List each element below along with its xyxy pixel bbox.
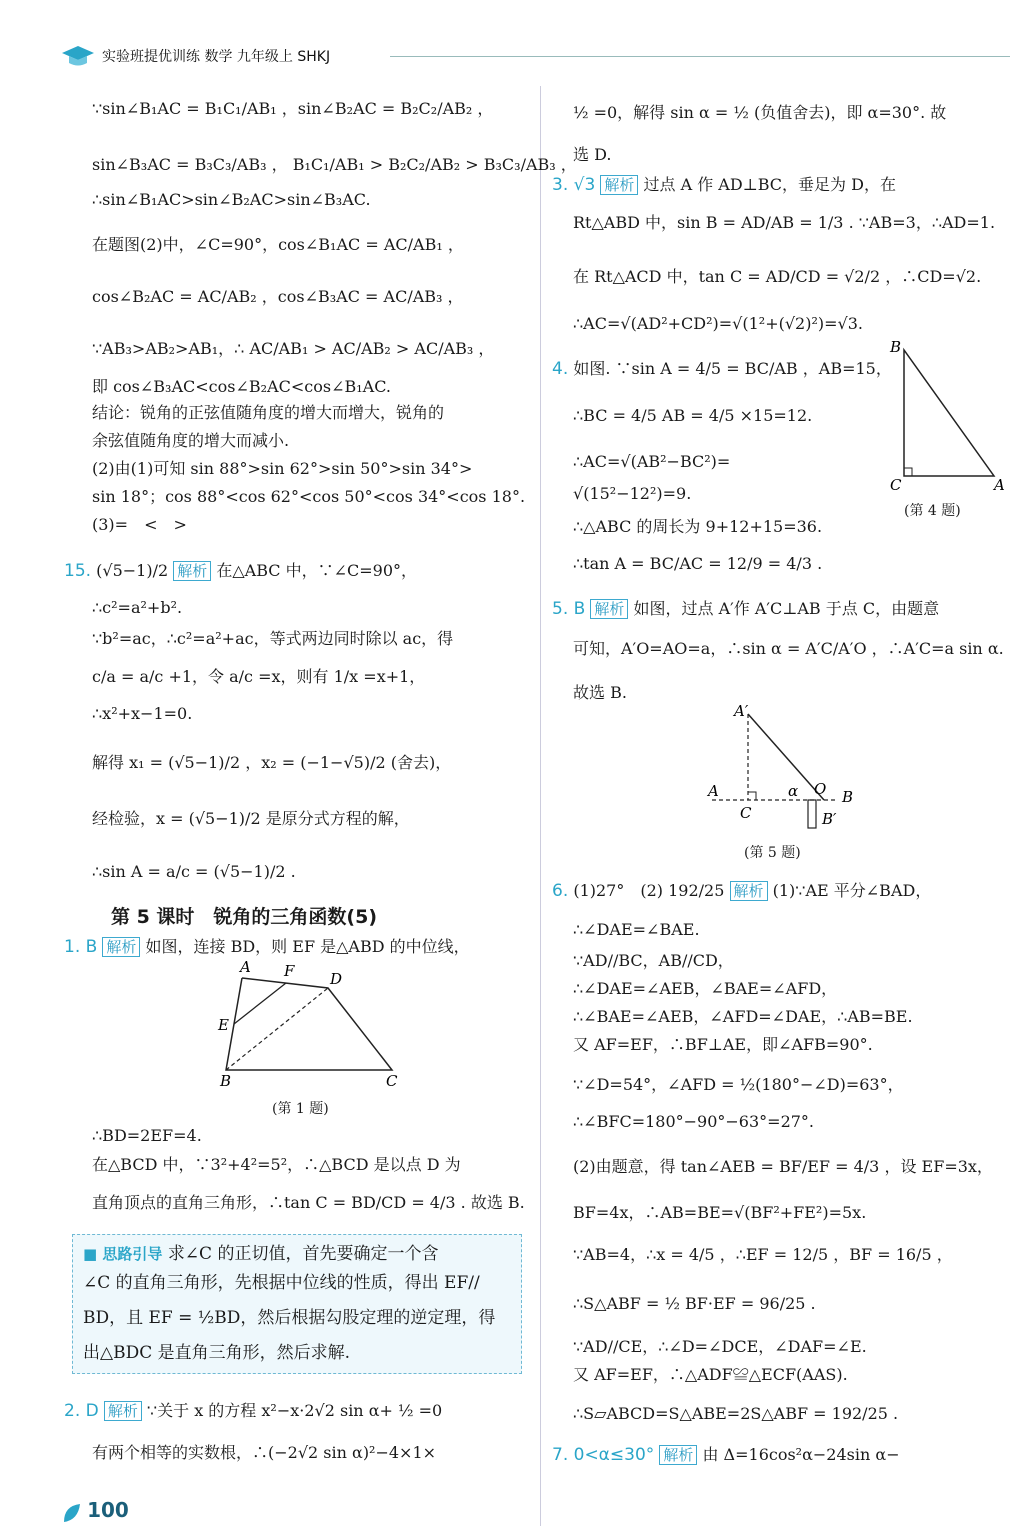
text-line: c/a = a/c +1，令 a/c =x，则有 1/x =x+1，: [92, 667, 426, 686]
text-line: ∵AD//CE，∴∠D=∠DCE，∠DAF=∠E.: [573, 1337, 867, 1356]
text-line: 由 Δ=16cos²α−24sin α−: [702, 1445, 900, 1464]
text-line: 即 cos∠B₃AC<cos∠B₂AC<cos∠B₁AC.: [92, 377, 391, 396]
text-line: 选 D.: [573, 145, 612, 164]
hint-box: [72, 1234, 522, 1374]
text-line: ∵sin∠B₁AC = B₁C₁/AB₁ ，sin∠B₂AC = B₂C₂/AB₂ ，: [92, 99, 494, 118]
text-line: 又 AF=EF，∴BF⊥AE，即∠AFB=90°.: [573, 1035, 873, 1054]
fig5-label-b-prime: B′: [822, 810, 837, 828]
text-line: 过点 A 作 AD⊥BC，垂足为 D，在: [643, 175, 896, 194]
analysis-tag: 解析: [102, 937, 140, 957]
text-line: 在△ABC 中，∵∠C=90°，: [216, 561, 418, 580]
text-line: (2)由(1)可知 sin 88°>sin 62°>sin 50°>sin 34°>: [92, 459, 473, 478]
header-rule: [390, 56, 1010, 57]
text-line: 如图，连接 BD，则 EF 是△ABD 的中位线，: [145, 937, 470, 956]
question-number: 7. 0<α≤30°: [552, 1445, 655, 1465]
text-line: 在△BCD 中，∵3²+4²=5²，∴△BCD 是以点 D 为: [92, 1155, 461, 1174]
text-line: 如图. ∵sin A = 4/5 = BC/AB ，AB=15，: [573, 359, 892, 378]
fig5-label-b: B: [842, 788, 854, 806]
text-line: cos∠B₂AC = AC/AB₂ ，cos∠B₃AC = AC/AB₃ ，: [92, 287, 464, 306]
text-line: ∵b²=ac，∴c²=a²+ac，等式两边同时除以 ac，得: [92, 629, 454, 648]
text-line: 余弦值随角度的增大而减小.: [92, 431, 290, 450]
question-number: 4.: [552, 359, 569, 379]
figure-4-diagram: [884, 336, 1008, 496]
question-1: [64, 934, 470, 957]
text-line: 在题图(2)中，∠C=90°，cos∠B₁AC = AC/AB₁ ，: [92, 235, 464, 254]
answer: (√5−1)/2: [96, 561, 169, 580]
analysis-tag: 解析: [659, 1445, 697, 1465]
question-number: 1. B: [64, 937, 98, 957]
hint-text: 求∠C 的正切值，首先要确定一个含: [167, 1244, 439, 1264]
question-number: 5. B: [552, 599, 586, 619]
question-number: 6.: [552, 881, 569, 901]
text-line: ∴∠BFC=180°−90°−63°=27°.: [573, 1112, 815, 1131]
text-line: ∴∠DAE=∠AEB，∠BAE=∠AFD，: [573, 979, 838, 998]
fig5-label-o: O: [814, 780, 827, 798]
fig1-label-a: A: [240, 958, 251, 976]
text-line: ∴x²+x−1=0.: [92, 704, 193, 723]
text-line: ∴BC = 4/5 AB = 4/5 ×15=12.: [573, 406, 813, 425]
text-line: 又 AF=EF，∴△ADF≌△ECF(AAS).: [573, 1365, 848, 1384]
figure-5-diagram: [700, 702, 870, 834]
text-line: ∴tan A = BC/AC = 12/9 = 4/3 .: [573, 554, 823, 573]
hint-tag: ■ 思路引导: [83, 1245, 163, 1263]
figure-caption: (第 5 题): [744, 845, 801, 861]
question-7: [552, 1442, 900, 1465]
text-line: ∴∠DAE=∠BAE.: [573, 920, 700, 939]
question-number: 2. D: [64, 1401, 99, 1421]
question-number: 3. √3: [552, 175, 596, 195]
text-line: ∴∠BAE=∠AEB，∠AFD=∠DAE，∴AB=BE.: [573, 1007, 913, 1026]
text-line: ∴AC=√(AD²+CD²)=√(1²+(√2)²)=√3.: [573, 314, 863, 333]
analysis-tag: 解析: [600, 175, 638, 195]
fig1-label-b: B: [220, 1072, 232, 1088]
question-5: [552, 596, 939, 619]
text-line: ∵∠D=54°，∠AFD = ½(180°−∠D)=63°，: [573, 1075, 904, 1094]
text-line: sin∠B₃AC = B₃C₃/AB₃ ， B₁C₁/AB₁ > B₂C₂/AB₂ > B₃C₃/AB₃ ，: [92, 155, 577, 174]
text-line: (2)由题意，得 tan∠AEB = BF/EF = 4/3 ，设 EF=3x，: [573, 1157, 993, 1176]
figure-caption: (第 4 题): [904, 503, 961, 519]
section-title: 第 5 课时 锐角的三角函数(5): [110, 906, 378, 928]
fig5-label-a: A: [708, 782, 719, 800]
text-line: 有两个相等的实数根，∴(−2√2 sin α)²−4×1×: [92, 1443, 437, 1462]
question-6: [552, 878, 931, 901]
text-line: 经检验，x = (√5−1)/2 是原分式方程的解，: [92, 809, 410, 828]
text-line: 如图，过点 A′作 A′C⊥AB 于点 C，由题意: [633, 599, 940, 618]
fig1-label-c: C: [386, 1072, 398, 1088]
text-line: sin 18°；cos 88°<cos 62°<cos 50°<cos 34°<cos 18°.: [92, 487, 526, 506]
fig5-label-c: C: [740, 804, 752, 822]
page-number-text: 100: [87, 1498, 129, 1522]
text-line: ∴AC=√(AB²−BC²)=: [573, 452, 731, 471]
analysis-tag: 解析: [590, 599, 628, 619]
text-line: ∴S▱ABCD=S△ABE=2S△ABF = 192/25 .: [573, 1404, 899, 1423]
text-line: 直角顶点的直角三角形，∴tan C = BD/CD = 4/3 . 故选 B.: [92, 1193, 525, 1212]
analysis-tag: 解析: [730, 881, 768, 901]
question-number: 15.: [64, 561, 92, 581]
text-line: (3)= < >: [92, 515, 187, 534]
fig4-label-a: A: [994, 476, 1005, 494]
text-line: ∴△ABC 的周长为 9+12+15=36.: [573, 517, 823, 536]
question-2: [64, 1398, 442, 1421]
text-line: BF=4x，∴AB=BE=√(BF²+FE²)=5x.: [573, 1203, 867, 1222]
text-line: ∵AB=4，∴x = 4/5 ，∴EF = 12/5 ，BF = 16/5 ，: [573, 1245, 953, 1264]
header-title: 实验班提优训练 数学 九年级上 SHKJ: [102, 49, 331, 65]
page-header: [60, 42, 1010, 72]
text-line: ∵AB₃>AB₂>AB₁，∴ AC/AB₁ > AC/AB₂ > AC/AB₃ ，: [92, 339, 495, 358]
analysis-tag: 解析: [104, 1401, 142, 1421]
hint-line: ∠C 的直角三角形，先根据中位线的性质，得出 EF//: [83, 1273, 480, 1293]
text-line: 结论：锐角的正弦值随角度的增大而增大，锐角的: [92, 403, 445, 422]
text-line: √(15²−12²)=9.: [573, 484, 692, 503]
fig1-label-e: E: [218, 1016, 229, 1034]
fig4-label-c: C: [890, 476, 902, 494]
text-line: Rt△ABD 中，sin B = AD/AB = 1/3 . ∵AB=3，∴AD=1.: [573, 213, 996, 232]
text-line: ∴BD=2EF=4.: [92, 1126, 202, 1145]
page-number: [62, 1498, 129, 1524]
text-line: ∴sin A = a/c = (√5−1)/2 .: [92, 862, 296, 881]
hint-line: 出△BDC 是直角三角形，然后求解.: [83, 1343, 351, 1363]
fig5-label-alpha: α: [788, 782, 799, 800]
answer: (1)27° (2) 192/25: [573, 881, 725, 900]
text-line: ∵AD//BC，AB//CD，: [573, 951, 734, 970]
fig5-label-a-prime: A′: [734, 702, 749, 720]
figure-1-diagram: [210, 958, 410, 1088]
hint-line: BD，且 EF = ½BD，然后根据勾股定理的逆定理，得: [83, 1308, 496, 1328]
question-3: [552, 172, 896, 195]
text-line: (1)∵AE 平分∠BAD，: [772, 881, 932, 900]
analysis-tag: 解析: [173, 561, 211, 581]
leaf-icon: [62, 1502, 82, 1524]
text-line: ∴sin∠B₁AC>sin∠B₂AC>sin∠B₃AC.: [92, 190, 371, 209]
text-line: 故选 B.: [573, 683, 627, 702]
column-divider: [540, 86, 541, 1526]
figure-caption: (第 1 题): [272, 1101, 329, 1117]
text-line: 在 Rt△ACD 中，tan C = AD/CD = √2/2 ，∴CD=√2.: [573, 267, 982, 286]
question-15: [64, 558, 417, 581]
hint-line: [83, 1239, 521, 1264]
text-line: ∵关于 x 的方程 x²−x·2√2 sin α+ ½ =0: [146, 1401, 443, 1420]
fig1-label-f: F: [284, 962, 295, 980]
text-line: ∴S△ABF = ½ BF·EF = 96/25 .: [573, 1294, 816, 1313]
text-line: 可知，A′O=AO=a，∴sin α = A′C/A′O ，∴A′C=a sin α.: [573, 639, 1004, 658]
fig4-label-b: B: [890, 338, 902, 356]
text-line: ∴c²=a²+b².: [92, 598, 183, 617]
text-line: ½ =0，解得 sin α = ½ (负值舍去)，即 α=30°. 故: [573, 103, 947, 122]
graduation-cap-icon: [60, 44, 96, 68]
fig1-label-d: D: [330, 970, 343, 988]
text-line: 解得 x₁ = (√5−1)/2 ，x₂ = (−1−√5)/2 (舍去)，: [92, 753, 452, 772]
question-4: [552, 356, 892, 379]
